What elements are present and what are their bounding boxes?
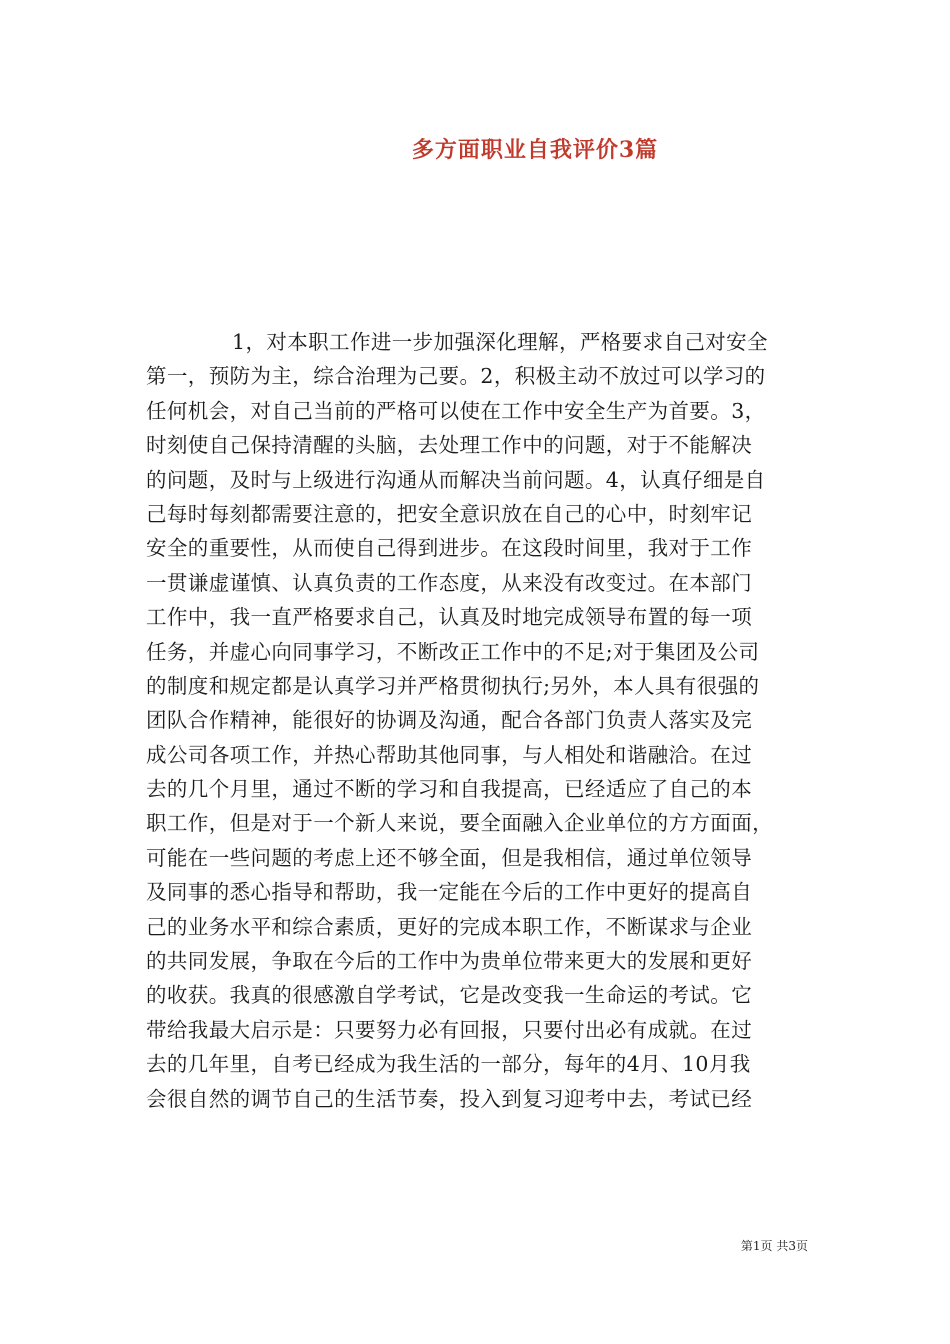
body-line: 的收获。我真的很感激自学考试，它是改变我一生命运的考试。它 <box>146 983 753 1008</box>
body-line: 第一，预防为主，综合治理为己要。2，积极主动不放过可以学习的 <box>146 364 766 389</box>
body-line: 的共同发展，争取在今后的工作中为贵单位带来更大的发展和更好 <box>146 949 753 974</box>
body-line: 会很自然的调节自己的生活节奏，投入到复习迎考中去，考试已经 <box>146 1086 753 1111</box>
body-line: 去的几个月里，通过不断的学习和自我提高，已经适应了自己的本 <box>146 777 753 802</box>
body-line: 带给我最大启示是：只要努力必有回报，只要付出必有成就。在过 <box>146 1017 753 1042</box>
body-line: 团队合作精神，能很好的协调及沟通，配合各部门负责人落实及完 <box>146 708 753 733</box>
body-line: 1，对本职工作进一步加强深化理解，严格要求自己对安全 <box>232 330 768 354</box>
body-line: 成公司各项工作，并热心帮助其他同事，与人相处和谐融洽。在过 <box>146 742 753 767</box>
body-line: 可能在一些问题的考虑上还不够全面，但是我相信，通过单位领导 <box>146 845 753 870</box>
body-line: 工作中，我一直严格要求自己，认真及时地完成领导布置的每一项 <box>146 605 753 630</box>
body-line: 任务，并虚心向同事学习，不断改正工作中的不足;对于集团及公司 <box>146 639 760 664</box>
body-line: 己的业务水平和综合素质，更好的完成本职工作，不断谋求与企业 <box>146 914 753 939</box>
body-line: 的问题，及时与上级进行沟通从而解决当前问题。4，认真仔细是自 <box>146 467 766 492</box>
body-line: 己每时每刻都需要注意的，把安全意识放在自己的心中，时刻牢记 <box>146 501 753 526</box>
body-line: 安全的重要性，从而使自己得到进步。在这段时间里，我对于工作 <box>146 536 753 561</box>
document-body <box>146 325 806 1116</box>
body-line: 时刻使自己保持清醒的头脑，去处理工作中的问题，对于不能解决 <box>146 433 753 458</box>
body-line: 去的几年里，自考已经成为我生活的一部分，每年的4月、10月我 <box>146 1052 751 1077</box>
body-line: 任何机会，对自己当前的严格可以使在工作中安全生产为首要。3， <box>146 398 766 423</box>
body-line: 职工作，但是对于一个新人来说，要全面融入企业单位的方方面面， <box>146 811 773 836</box>
body-line: 及同事的悉心指导和帮助，我一定能在今后的工作中更好的提高自 <box>146 880 753 905</box>
document-title: 多方面职业自我评价3篇 <box>411 137 659 163</box>
body-line: 一贯谦虚谨慎、认真负责的工作态度，从来没有改变过。在本部门 <box>146 570 753 595</box>
body-line: 的制度和规定都是认真学习并严格贯彻执行;另外，本人具有很强的 <box>146 673 760 698</box>
page-number: 第1页 共3页 <box>740 1239 808 1253</box>
